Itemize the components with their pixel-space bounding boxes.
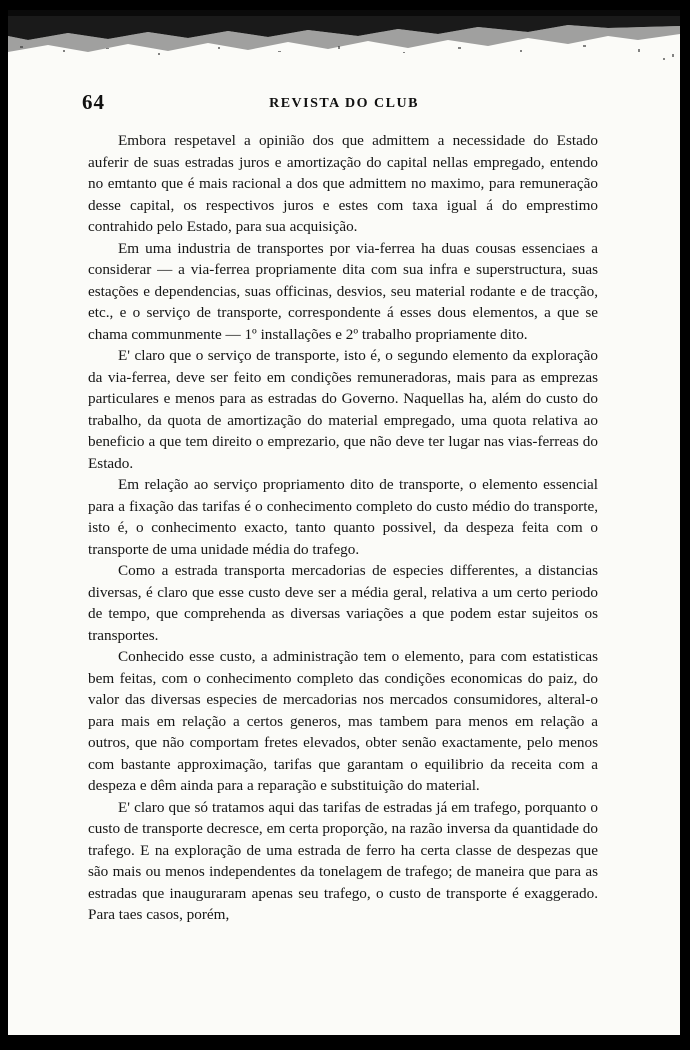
paragraph: Como a estrada transporta mercadorias de especies differentes, a distancias diversas, é claro que esse custo deve ser a média geral, relativa a um certo periodo de tempo, que comprehenda as diversas variações a que podem estar sujeitos os transportes.: [88, 562, 598, 644]
page-header: [8, 90, 680, 118]
paragraph: E' claro que o serviço de transporte, isto é, o segundo elemento da exploração da via-ferrea, deve ser feito em condições remuneradoras, mais para as emprezas particulares e menos para as estradas do Governo. Naquellas ha, além do custo do trabalho, da quota de amortização do material empregado, uma quota relativa ao beneficio a que tem direito o emprezario, que não deve ter lugar nas vias-ferreas do Estado.: [88, 347, 598, 472]
paragraph: Em relação ao serviço propriamento dito de transporte, o elemento essencial para a fixação das tarifas é o conhecimento completo do custo médio do transporte, isto é, o conhecimento exacto, tanto quanto possivel, da despeza feita com o transporte de uma unidade média do trafego.: [88, 476, 598, 558]
article-body: [88, 130, 598, 926]
paragraph: E' claro que só tratamos aqui das tarifas de estradas já em trafego, porquanto o custo de transporte decresce, em certa proporção, na razão inversa da quantidade do trafego. E na exploração de uma estrada de ferro ha certa classe de despezas que são mais ou menos independentes da tonelagem de trafego; de maneira que para as estradas que inauguraram apenas seu trafego, o custo de transporte é exaggerado. Para taes casos, porém,: [88, 798, 598, 923]
scanned-page: [8, 10, 680, 1035]
running-title: REVISTA DO CLUB: [269, 96, 419, 111]
paragraph: Conhecido esse custo, a administração tem o elemento, para com estatisticas bem feitas, com o conhecimento completo das condições economicas do paiz, do valor das diversas especies de mercadorias nos mercados consumidores, alteral-o para mais em relação a certos generos, mas tambem para menos em relação a outros, que não comportam fretes elevados, obter senão exactamente, pelo menos com bastante approximação, tarifas que garantam o equilibrio da receita com a despeza e dêm ainda para a reparação e substituição do material.: [88, 648, 598, 794]
paragraph: Em uma industria de transportes por via-ferrea ha duas cousas essenciaes a considerar — a via-ferrea propriamente dita com sua infra e superstructura, suas estações e dependencias, suas officinas, desvios, seu material rodante e de tracção, etc., e o serviço de transporte, correspondente á esses dous elementos, a que se chama communmente — 1º installações e 2º trabalho propriamente dito.: [88, 239, 598, 343]
page-number: 64: [82, 90, 105, 114]
scan-edge-noise: [8, 10, 680, 62]
paragraph: Embora respetavel a opinião dos que admittem a necessidade do Estado auferir de suas estradas juros e amortização do capital nellas empregado, entendo no emtanto que é mais racional a dos que admittem no maximo, para remuneração desse capital, os respectivos juros e estes com taxa igual á do emprestimo contrahido pelo Estado, para sua acquisição.: [88, 132, 598, 235]
